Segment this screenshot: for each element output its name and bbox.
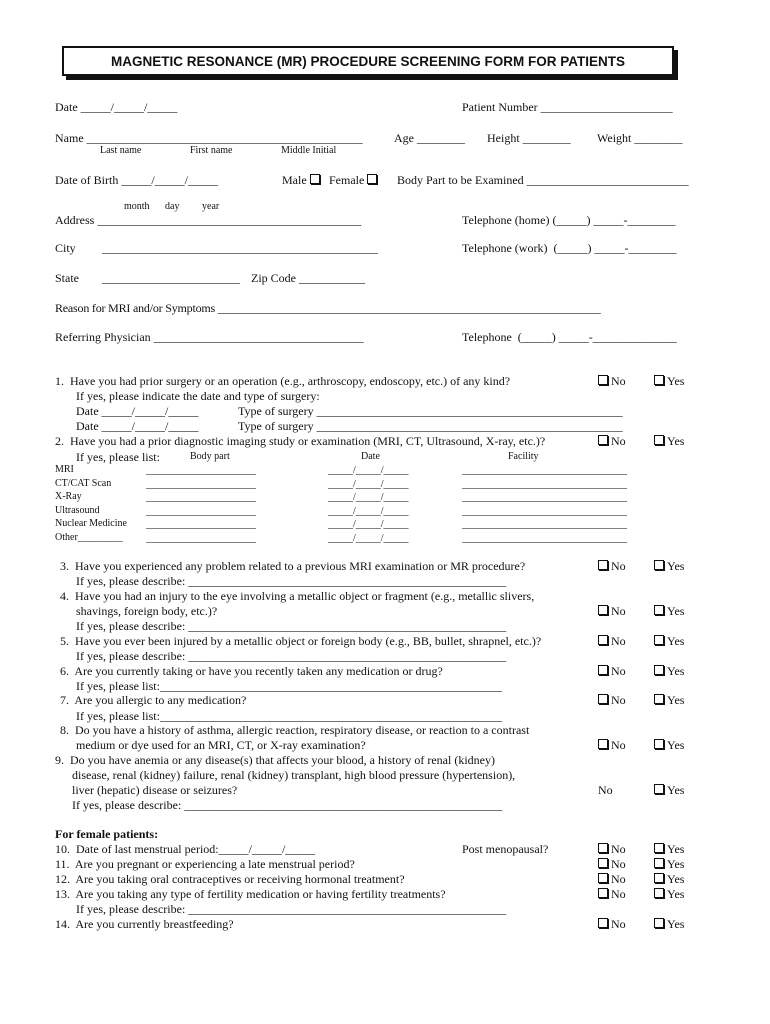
- surgery-type-2[interactable]: Type of surgery ___________________________________________________: [238, 419, 623, 433]
- body-part-line[interactable]: ______________________: [146, 506, 256, 517]
- yes-label: Yes: [667, 783, 685, 797]
- no-checkbox[interactable]: [598, 665, 608, 675]
- facility-line[interactable]: _________________________________: [462, 465, 627, 476]
- female-label: Female: [329, 173, 365, 187]
- question-2: 2. Have you had a prior diagnostic imaging study or examination (MRI, CT, Ultrasound, X-ray, etc.)?: [55, 434, 546, 448]
- body-part-line[interactable]: ______________________: [146, 479, 256, 490]
- facility-line[interactable]: _________________________________: [462, 533, 627, 544]
- q3-no[interactable]: [598, 559, 626, 574]
- question-9: 9. Do you have anemia or any disease(s) that affects your blood, a history of renal (kidney): [55, 753, 495, 767]
- state-label: State: [55, 271, 79, 285]
- body-part-line[interactable]: ______________________: [146, 465, 256, 476]
- surgery-type-1[interactable]: Type of surgery ___________________________________________________: [238, 404, 623, 418]
- yes-label: Yes: [667, 917, 685, 931]
- date-line[interactable]: _____/_____/_____: [328, 533, 409, 544]
- question-4-cont: shavings, foreign body, etc.)?: [76, 604, 218, 618]
- imaging-row-label: Nuclear Medicine: [55, 518, 127, 529]
- yes-checkbox[interactable]: [654, 739, 664, 749]
- yes-label: Yes: [667, 434, 685, 448]
- address-field[interactable]: Address ____________________________________________: [55, 213, 362, 227]
- male-label: Male: [282, 173, 307, 187]
- question-6: 6. Are you currently taking or have you recently taken any medication or drug?: [60, 664, 443, 678]
- no-label: No: [611, 559, 626, 573]
- no-checkbox[interactable]: [598, 605, 608, 615]
- no-label: No: [611, 693, 626, 707]
- q10-no[interactable]: [598, 842, 626, 857]
- q3-describe[interactable]: If yes, please describe: _____________________________________________________: [76, 574, 507, 588]
- age-field[interactable]: Age ________: [394, 131, 465, 145]
- no-checkbox[interactable]: [598, 918, 608, 928]
- q4-no[interactable]: [598, 604, 626, 619]
- q2-instruction: If yes, please list:: [76, 450, 160, 464]
- q6-list[interactable]: If yes, please list:_________________________________________________________: [76, 679, 502, 693]
- telephone-work-field[interactable]: Telephone (work) (_____) _____-________: [462, 241, 677, 255]
- body-part-field[interactable]: Body Part to be Examined ___________________________: [397, 173, 689, 187]
- no-label: No: [611, 664, 626, 678]
- q13-describe[interactable]: If yes, please describe: _____________________________________________________: [76, 902, 507, 916]
- surgery-date-1[interactable]: Date _____/_____/_____: [76, 404, 199, 418]
- yes-checkbox[interactable]: [654, 694, 664, 704]
- q9-describe[interactable]: If yes, please describe: _____________________________________________________: [72, 798, 503, 812]
- q5-describe[interactable]: If yes, please describe: _____________________________________________________: [76, 649, 507, 663]
- q9-yes[interactable]: [654, 783, 684, 798]
- yes-checkbox[interactable]: [654, 888, 664, 898]
- question-13: 13. Are you taking any type of fertility medication or having fertility treatments?: [55, 887, 446, 901]
- q14-no[interactable]: [598, 917, 626, 932]
- yes-checkbox[interactable]: [654, 665, 664, 675]
- height-field[interactable]: Height ________: [487, 131, 571, 145]
- yes-label: Yes: [667, 887, 685, 901]
- q1-instruction: If yes, please indicate the date and type of surgery:: [76, 389, 320, 403]
- q7-list[interactable]: If yes, please list:_________________________________________________________: [76, 709, 502, 723]
- yes-label: Yes: [667, 842, 685, 856]
- no-label: No: [611, 872, 626, 886]
- referring-physician-field[interactable]: Referring Physician ___________________________________: [55, 330, 364, 344]
- yes-label: Yes: [667, 634, 685, 648]
- yes-checkbox[interactable]: [654, 858, 664, 868]
- no-label: No: [611, 917, 626, 931]
- no-checkbox[interactable]: [598, 858, 608, 868]
- question-7: 7. Are you allergic to any medication?: [60, 693, 247, 707]
- yes-checkbox[interactable]: [654, 605, 664, 615]
- yes-checkbox[interactable]: [654, 560, 664, 570]
- no-checkbox[interactable]: [598, 888, 608, 898]
- yes-checkbox[interactable]: [654, 873, 664, 883]
- body-part-line[interactable]: ______________________: [146, 519, 256, 530]
- last-name-caption: Last name: [100, 145, 142, 156]
- date-column: Date: [361, 451, 380, 462]
- body-part-column: Body part: [190, 451, 230, 462]
- q13-no[interactable]: [598, 887, 626, 902]
- q4-yes[interactable]: [654, 604, 684, 619]
- date-line[interactable]: _____/_____/_____: [328, 506, 409, 517]
- q12-no[interactable]: [598, 872, 626, 887]
- male-option[interactable]: [282, 173, 323, 188]
- facility-column: Facility: [508, 451, 539, 462]
- female-checkbox[interactable]: [367, 174, 377, 184]
- q7-no[interactable]: [598, 693, 626, 708]
- imaging-row-label: MRI: [55, 464, 74, 475]
- year-caption: year: [202, 201, 220, 212]
- q10-yes[interactable]: [654, 842, 684, 857]
- date-line[interactable]: _____/_____/_____: [328, 479, 409, 490]
- q11-yes[interactable]: [654, 857, 684, 872]
- no-label: No: [611, 857, 626, 871]
- q11-no[interactable]: [598, 857, 626, 872]
- yes-label: Yes: [667, 693, 685, 707]
- form-title: MAGNETIC RESONANCE (MR) PROCEDURE SCREENING FORM FOR PATIENTS: [110, 54, 625, 69]
- q2-yes[interactable]: [654, 434, 684, 449]
- no-label: No: [611, 374, 626, 388]
- q1-yes[interactable]: [654, 374, 684, 389]
- q9-no[interactable]: [598, 783, 613, 798]
- yes-checkbox[interactable]: [654, 843, 664, 853]
- question-14: 14. Are you currently breastfeeding?: [55, 917, 234, 931]
- q5-no[interactable]: [598, 634, 626, 649]
- question-1: 1. Have you had prior surgery or an operation (e.g., arthroscopy, endoscopy, etc.) of any kind?: [55, 374, 511, 388]
- no-label: No: [611, 887, 626, 901]
- yes-checkbox[interactable]: [654, 375, 664, 385]
- weight-field[interactable]: Weight ________: [597, 131, 683, 145]
- facility-line[interactable]: _________________________________: [462, 492, 627, 503]
- imaging-row-label-other[interactable]: Other_________: [55, 532, 123, 543]
- q6-no[interactable]: [598, 664, 626, 679]
- date-line[interactable]: _____/_____/_____: [328, 465, 409, 476]
- date-line[interactable]: _____/_____/_____: [328, 519, 409, 530]
- q13-yes[interactable]: [654, 887, 684, 902]
- q8-yes[interactable]: [654, 738, 684, 753]
- no-label: No: [611, 604, 626, 618]
- physician-telephone-field[interactable]: Telephone (_____) _____-______________: [462, 330, 677, 344]
- no-label: No: [598, 783, 613, 797]
- no-checkbox[interactable]: [598, 635, 608, 645]
- q14-yes[interactable]: [654, 917, 684, 932]
- q8-no[interactable]: [598, 738, 626, 753]
- title-box: [62, 46, 674, 76]
- post-menopausal-label: Post menopausal?: [462, 842, 549, 856]
- yes-label: Yes: [667, 664, 685, 678]
- question-12: 12. Are you taking oral contraceptives or receiving hormonal treatment?: [55, 872, 405, 886]
- first-name-caption: First name: [190, 145, 233, 156]
- telephone-home-field[interactable]: Telephone (home) (_____) _____-________: [462, 213, 676, 227]
- yes-checkbox[interactable]: [654, 435, 664, 445]
- question-9-cont: disease, renal (kidney) failure, renal (kidney) transplant, high blood pressure (hypertension),: [72, 768, 516, 782]
- dob-field[interactable]: Date of Birth _____/_____/_____: [55, 173, 218, 187]
- yes-checkbox[interactable]: [654, 784, 664, 794]
- imaging-row-label: CT/CAT Scan: [55, 478, 112, 489]
- female-option[interactable]: [329, 173, 380, 188]
- question-3: 3. Have you experienced any problem related to a previous MRI examination or MR procedure?: [60, 559, 526, 573]
- patient-number-field[interactable]: Patient Number ______________________: [462, 100, 673, 114]
- no-label: No: [611, 634, 626, 648]
- no-checkbox[interactable]: [598, 739, 608, 749]
- yes-label: Yes: [667, 559, 685, 573]
- question-11: 11. Are you pregnant or experiencing a late menstrual period?: [55, 857, 355, 871]
- surgery-date-2[interactable]: Date _____/_____/_____: [76, 419, 199, 433]
- state-field[interactable]: _______________________: [102, 271, 240, 285]
- imaging-row-label: X-Ray: [55, 491, 82, 502]
- yes-checkbox[interactable]: [654, 635, 664, 645]
- day-caption: day: [165, 201, 180, 212]
- city-field[interactable]: ______________________________________________: [102, 241, 378, 255]
- name-field[interactable]: Name ______________________________________________: [55, 131, 363, 145]
- no-checkbox[interactable]: [598, 435, 608, 445]
- yes-checkbox[interactable]: [654, 918, 664, 928]
- facility-line[interactable]: _________________________________: [462, 519, 627, 530]
- q3-yes[interactable]: [654, 559, 684, 574]
- middle-initial-caption: Middle Initial: [281, 145, 337, 156]
- no-checkbox[interactable]: [598, 873, 608, 883]
- q5-yes[interactable]: [654, 634, 684, 649]
- city-label: City: [55, 241, 76, 255]
- question-9-cont2: liver (hepatic) disease or seizures?: [72, 783, 238, 797]
- yes-label: Yes: [667, 604, 685, 618]
- question-5: 5. Have you ever been injured by a metallic object or foreign body (e.g., BB, bullet, shrapnel, etc.)?: [60, 634, 542, 648]
- facility-line[interactable]: _________________________________: [462, 506, 627, 517]
- yes-label: Yes: [667, 374, 685, 388]
- date-line[interactable]: _____/_____/_____: [328, 492, 409, 503]
- facility-line[interactable]: _________________________________: [462, 479, 627, 490]
- question-8-cont: medium or dye used for an MRI, CT, or X-ray examination?: [76, 738, 366, 752]
- no-label: No: [611, 738, 626, 752]
- no-label: No: [611, 434, 626, 448]
- no-checkbox[interactable]: [598, 694, 608, 704]
- no-label: No: [611, 842, 626, 856]
- question-10[interactable]: 10. Date of last menstrual period:_____/_____/_____: [55, 842, 316, 856]
- month-caption: month: [124, 201, 150, 212]
- question-4: 4. Have you had an injury to the eye involving a metallic object or fragment (e.g., metallic slivers,: [60, 589, 535, 603]
- q12-yes[interactable]: [654, 872, 684, 887]
- q4-describe[interactable]: If yes, please describe: _____________________________________________________: [76, 619, 507, 633]
- no-checkbox[interactable]: [598, 560, 608, 570]
- q6-yes[interactable]: [654, 664, 684, 679]
- yes-label: Yes: [667, 872, 685, 886]
- body-part-line[interactable]: ______________________: [146, 492, 256, 503]
- q2-no[interactable]: [598, 434, 626, 449]
- no-checkbox[interactable]: [598, 375, 608, 385]
- q1-no[interactable]: [598, 374, 626, 389]
- yes-label: Yes: [667, 857, 685, 871]
- no-checkbox[interactable]: [598, 843, 608, 853]
- imaging-row-label: Ultrasound: [55, 505, 100, 516]
- male-checkbox[interactable]: [310, 174, 320, 184]
- date-field[interactable]: Date _____/_____/_____: [55, 100, 178, 114]
- reason-field[interactable]: Reason for MRI and/or Symptoms __________________________________________________________________: [55, 301, 601, 315]
- body-part-line[interactable]: ______________________: [146, 533, 256, 544]
- zip-code-field[interactable]: Zip Code ___________: [251, 271, 365, 285]
- yes-label: Yes: [667, 738, 685, 752]
- q7-yes[interactable]: [654, 693, 684, 708]
- female-section-heading: For female patients:: [55, 827, 159, 841]
- question-8: 8. Do you have a history of asthma, allergic reaction, respiratory disease, or reaction to a contrast: [60, 723, 530, 737]
